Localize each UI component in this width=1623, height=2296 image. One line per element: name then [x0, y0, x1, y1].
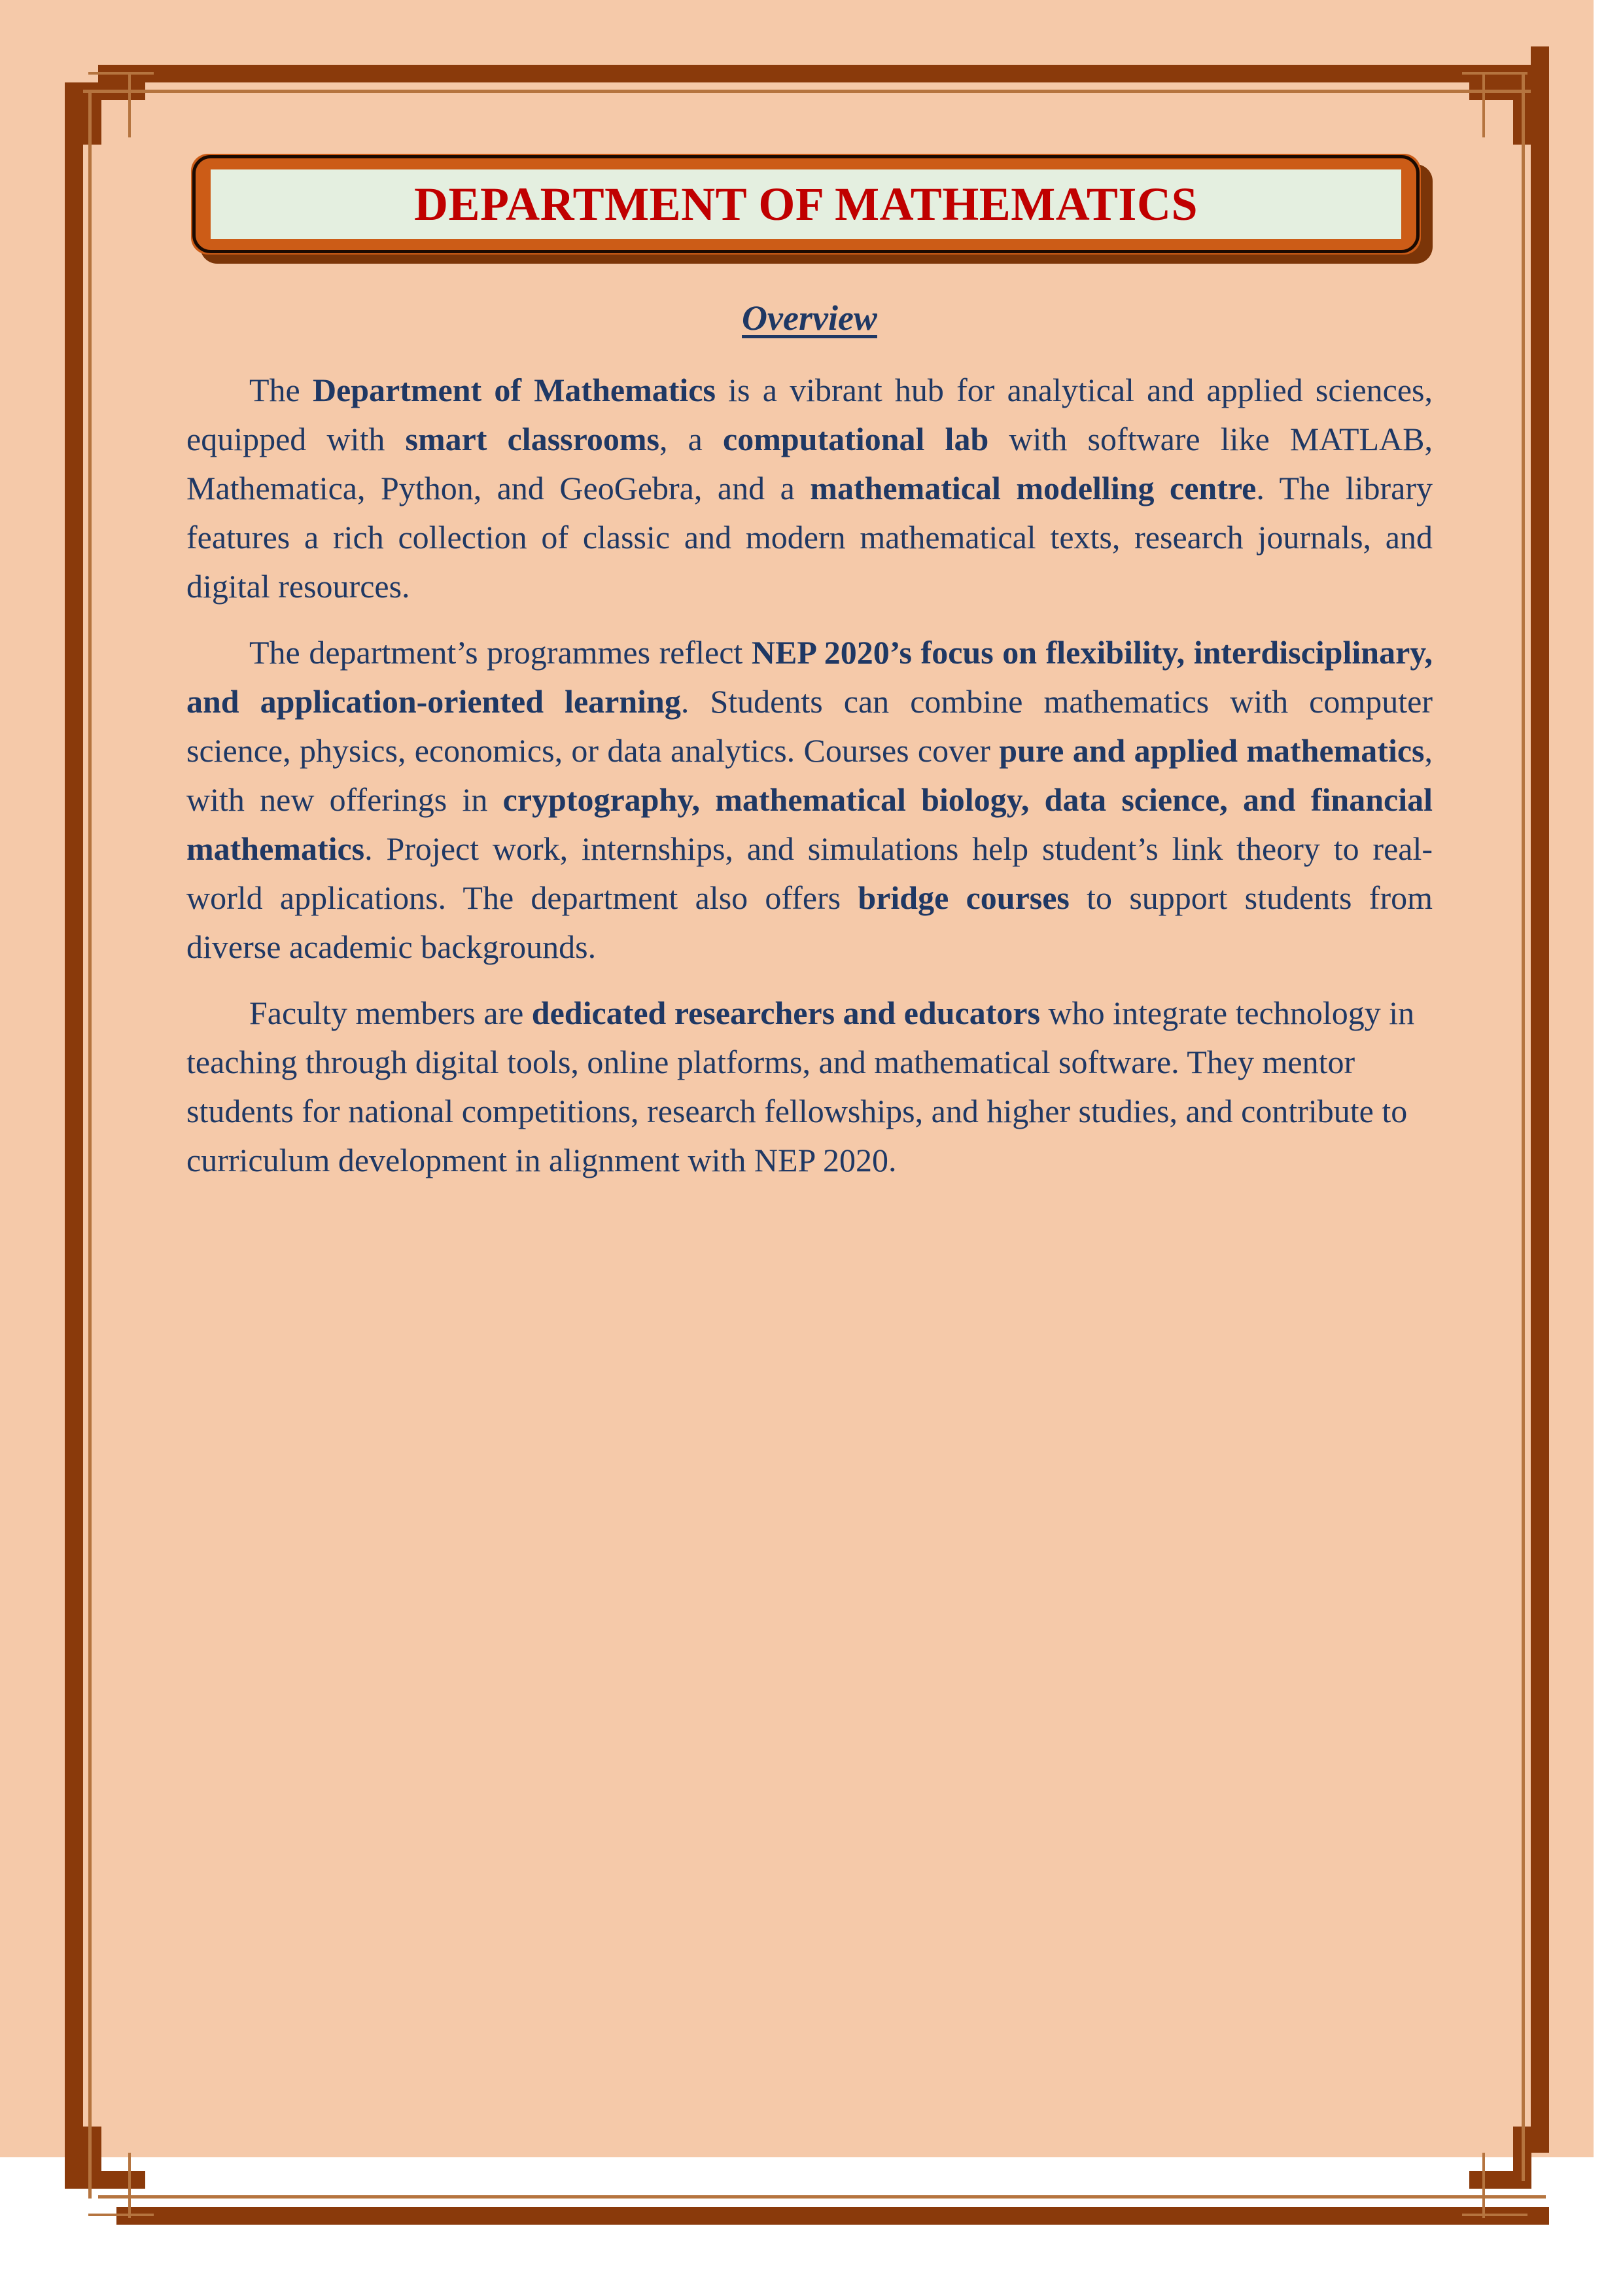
document-body [186, 298, 1433, 1202]
section-heading-overview [186, 298, 1433, 338]
text-run: who integrate technology in teaching through digital tools, online platforms, and mathematical software. They mentor students for national competitions, research fellowships, and higher studies, and contribute to curriculum development in alignment with NEP 2020. [186, 995, 1415, 1178]
border-hairline-top [83, 90, 1531, 93]
border-corner-bottom-left [83, 2127, 101, 2189]
border-hairline-left [88, 90, 92, 2199]
text-run: . The library features a rich collection of classic and modern mathematical texts, research journals, and digital resources. [186, 470, 1433, 605]
emphasis-run: computational lab [723, 421, 989, 457]
paragraph-faculty [186, 989, 1433, 1185]
emphasis-run: cryptography, mathematical biology, data science, and financial mathematics [186, 781, 1433, 867]
border-hairline-bottom [98, 2195, 1546, 2199]
emphasis-run: pure and applied mathematics [999, 732, 1425, 769]
border-notch-bottom-left [128, 2153, 131, 2218]
text-run: Faculty members are [249, 995, 532, 1031]
border-hairline-right [1522, 72, 1525, 2181]
paragraph-overview [186, 366, 1433, 611]
title-banner [191, 154, 1433, 264]
text-run: The [249, 372, 313, 408]
text-run: , with new offerings in [186, 732, 1433, 818]
text-run: . Students can combine mathematics with computer science, physics, economics, or data analytics. Courses cover [186, 683, 1433, 769]
emphasis-run: dedicated researchers and educators [531, 995, 1041, 1031]
border-notch-top-right [1462, 72, 1527, 75]
text-run: , a [659, 421, 724, 457]
border-notch-top-left [88, 72, 154, 75]
border-bar-bottom [116, 2207, 1549, 2225]
border-notch-top-right [1482, 72, 1485, 137]
border-notch-bottom-left [88, 2214, 154, 2216]
paragraph-programmes [186, 628, 1433, 972]
border-bar-left [65, 82, 83, 2189]
emphasis-run: mathematical modelling centre [810, 470, 1257, 506]
page-title: DEPARTMENT OF MATHEMATICS [413, 178, 1198, 230]
text-run: is a vibrant hub for analytical and applied sciences, equipped with [186, 372, 1433, 457]
border-bar-right [1531, 46, 1549, 2153]
border-notch-bottom-right [1482, 2153, 1485, 2218]
emphasis-run: Department of Mathematics [312, 372, 716, 408]
text-run: to support students from diverse academic backgrounds. [186, 879, 1433, 965]
emphasis-run: NEP 2020’s focus on flexibility, interdisciplinary, and application-oriented learning [186, 634, 1433, 720]
emphasis-run: smart classrooms [405, 421, 660, 457]
text-run: . Project work, internships, and simulations help student’s link theory to real-world applications. The department also offers [186, 830, 1433, 916]
text-run: with software like MATLAB, Mathematica, Python, and GeoGebra, and a [186, 421, 1433, 506]
paragraph-list [186, 366, 1433, 1185]
emphasis-run: bridge courses [858, 879, 1070, 916]
border-notch-top-left [128, 72, 131, 137]
title-banner-outline [192, 155, 1420, 253]
border-notch-bottom-right [1462, 2214, 1527, 2216]
section-heading-label: Overview [742, 298, 877, 338]
text-run: The department’s programmes reflect [249, 634, 752, 671]
border-bar-top [98, 65, 1531, 82]
